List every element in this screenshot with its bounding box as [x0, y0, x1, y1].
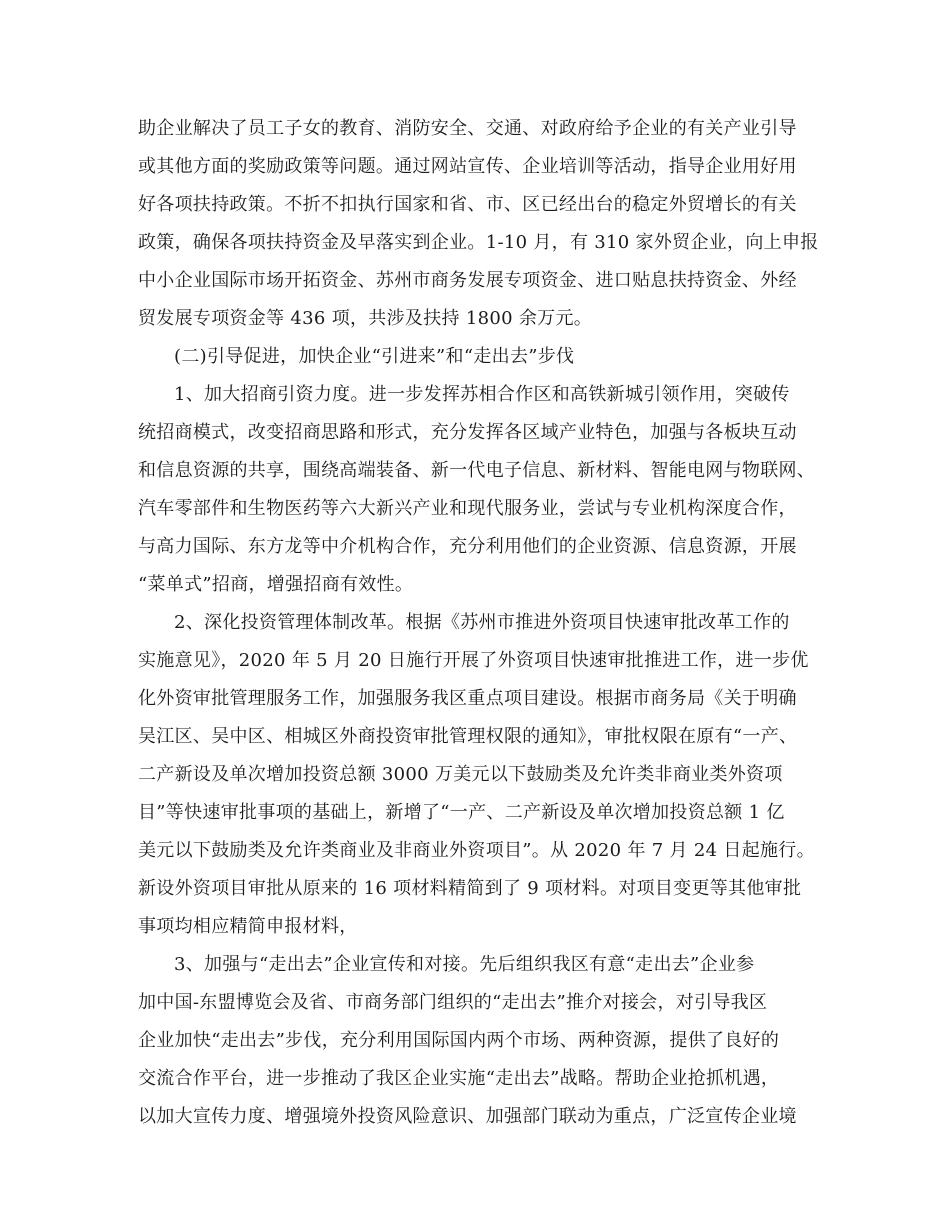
text-line: 2、深化投资管理体制改革。根据《苏州市推进外资项目快速审批改革工作的	[174, 612, 790, 633]
text-line: 交流合作平台，进一步推动了我区企业实施“走出去”战略。帮助企业抢抓机遇，	[138, 1068, 780, 1089]
text-line: 助企业解决了员工子女的教育、消防安全、交通、对政府给予企业的有关产业引导	[138, 118, 797, 139]
text-line: 目”等快速审批事项的基础上，新增了“一产、二产新设及单次增加投资总额 1 亿	[138, 802, 785, 823]
text-line: “菜单式”招商，增强招商有效性。	[138, 574, 414, 595]
text-line: 汽车零部件和生物医药等六大新兴产业和现代服务业，尝试与专业机构深度合作，	[138, 498, 797, 519]
text-line: 中小企业国际市场开拓资金、苏州市商务发展专项资金、进口贴息扶持资金、外经	[138, 270, 797, 291]
text-line: 贸发展专项资金等 436 项，共涉及扶持 1800 余万元。	[138, 308, 593, 329]
text-line: 1、加大招商引资力度。进一步发挥苏相合作区和高铁新城引领作用，突破传	[174, 384, 790, 405]
text-line: 吴江区、吴中区、相城区外商投资审批管理权限的通知》，审批权限在原有“一产、	[138, 726, 798, 747]
text-line: 实施意见》，2020 年 5 月 20 日施行开展了外资项目快速审批推进工作，进一步优	[138, 650, 809, 671]
text-line: 事项均相应精简申报材料，	[138, 916, 358, 937]
text-line: 企业加快“走出去”步伐，充分利用国际国内两个市场、两种资源，提供了良好的	[138, 1030, 780, 1051]
text-line: 3、加强与“走出去”企业宣传和对接。先后组织我区有意“走出去”企业参	[174, 954, 755, 975]
text-line: 与高力国际、东方龙等中介机构合作，充分利用他们的企业资源、信息资源，开展	[138, 536, 797, 557]
section-heading: (二)引导促进，加快企业“引进来”和“走出去”步伐	[174, 346, 575, 367]
text-line: 加中国-东盟博览会及省、市商务部门组织的“走出去”推介对接会，对引导我区	[138, 992, 768, 1013]
text-line: 化外资审批管理服务工作，加强服务我区重点项目建设。根据市商务局《关于明确	[138, 688, 797, 709]
text-line: 新设外资项目审批从原来的 16 项材料精简到了 9 项材料。对项目变更等其他审批	[138, 878, 802, 899]
text-line: 美元以下鼓励类及允许类商业及非商业外资项目”。从 2020 年 7 月 24 日起施行。	[138, 840, 815, 861]
text-line: 和信息资源的共享，围绕高端装备、新一代电子信息、新材料、智能电网与物联网、	[138, 460, 816, 481]
text-line: 统招商模式，改变招商思路和形式，充分发挥各区域产业特色，加强与各板块互动	[138, 422, 797, 443]
text-line: 或其他方面的奖励政策等问题。通过网站宣传、企业培训等活动，指导企业用好用	[138, 156, 797, 177]
text-line: 以加大宣传力度、增强境外投资风险意识、加强部门联动为重点，广泛宣传企业境	[138, 1106, 797, 1127]
text-line: 政策，确保各项扶持资金及早落实到企业。1-10 月，有 310 家外贸企业，向上申报	[138, 232, 819, 253]
text-line: 好各项扶持政策。不折不扣执行国家和省、市、区已经出台的稳定外贸增长的有关	[138, 194, 797, 215]
text-line: 二产新设及单次增加投资总额 3000 万美元以下鼓励类及允许类非商业类外资项	[138, 764, 783, 785]
